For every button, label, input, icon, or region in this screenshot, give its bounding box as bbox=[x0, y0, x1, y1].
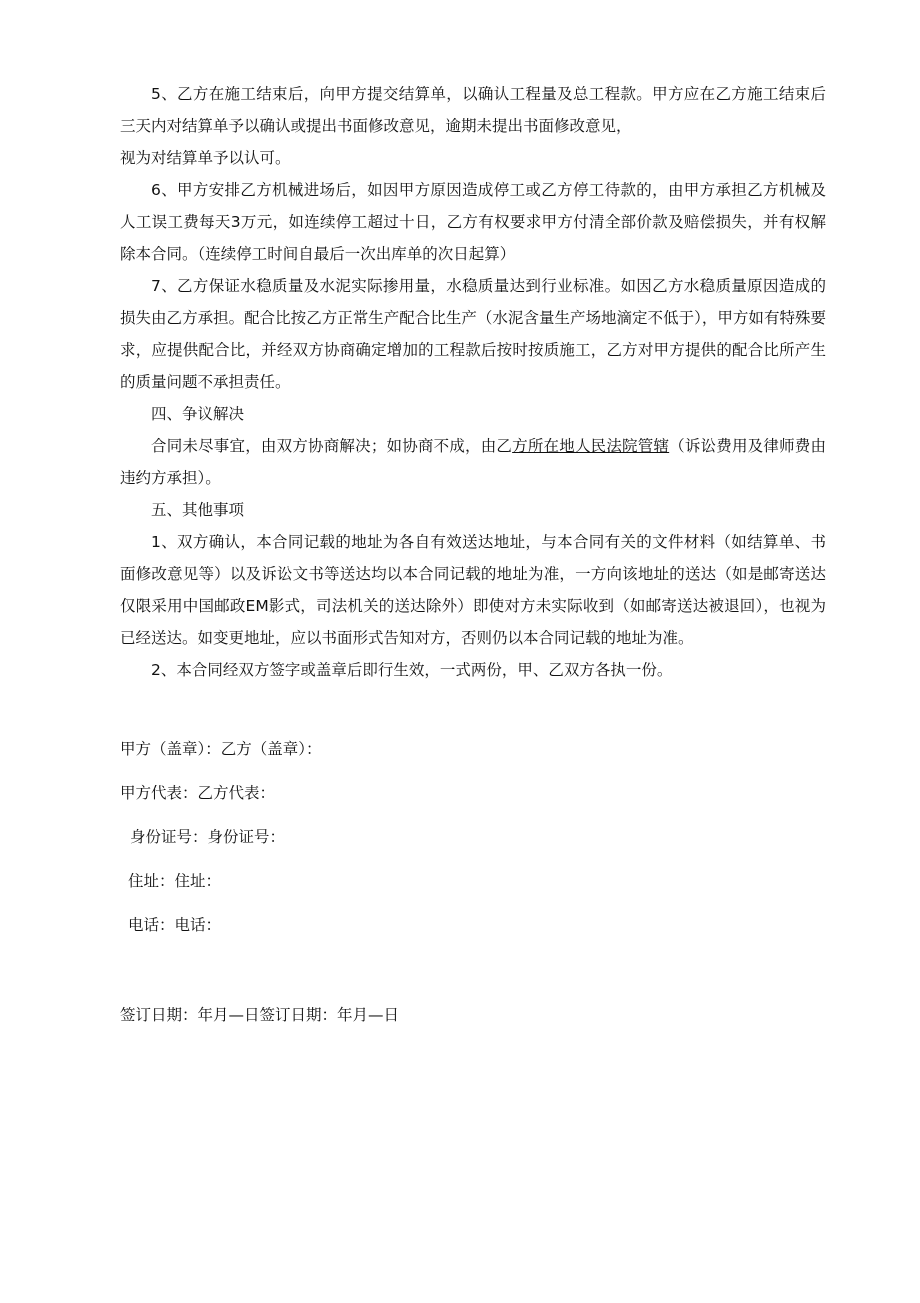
signature-address-line: 住址：住址： bbox=[128, 872, 222, 890]
clause-7 bbox=[120, 270, 826, 398]
clause-6-text: 6、甲方安排乙方机械进场后，如因甲方原因造成停工或乙方停工待款的，由甲方承担乙方机械及人工误工费每天3万元，如连续停工超过十日，乙方有权要求甲方付清全部价款及赔偿损失，并有权解除本合同。（连续停工时间自最后一次出库单的次日起算） bbox=[120, 181, 826, 263]
section-4-text-before: 合同未尽事宜，由双方协商解决；如协商不成，由乙 bbox=[151, 437, 513, 455]
section-4-heading: 四、争议解决 bbox=[151, 405, 245, 423]
clause-5-continuation-text: 视为对结算单予以认可。 bbox=[120, 149, 291, 167]
clause-5-text: 5、乙方在施工结束后，向甲方提交结算单，以确认工程量及总工程款。甲方应在乙方施工结束后三天内对结算单予以确认或提出书面修改意见，逾期未提出书面修改意见， bbox=[120, 85, 826, 135]
signature-phone-line: 电话：电话： bbox=[128, 916, 222, 934]
clause-5-continuation bbox=[120, 142, 826, 174]
section-5-item-2 bbox=[120, 654, 826, 686]
clause-6 bbox=[120, 174, 826, 270]
section-5-item-1-text: 1、双方确认，本合同记载的地址为各自有效送达地址，与本合同有关的文件材料（如结算单、书面修改意见等）以及诉讼文书等送达均以本合同记载的地址为准，一方向该地址的送达（如是邮寄送达仅限采用中国邮政EM影式，司法机关的送达除外）即使对方未实际收到（如邮寄送达被退回），也视为已经送达。如变更地址，应以书面形式告知对方，否则仍以本合同记载的地址为准。 bbox=[120, 533, 826, 647]
section-4-underlined-court: 方所在地人民法院管辖 bbox=[512, 437, 670, 455]
signature-seal-line: 甲方（盖章）：乙方（盖章）： bbox=[120, 740, 322, 758]
signature-representative-line: 甲方代表：乙方代表： bbox=[120, 784, 276, 802]
signature-id-line: 身份证号：身份证号： bbox=[130, 828, 286, 846]
section-4-paragraph bbox=[120, 430, 826, 494]
section-5-heading: 五、其他事项 bbox=[151, 501, 245, 519]
section-5-item-1 bbox=[120, 526, 826, 654]
signing-date-line: 签订日期：年月—日签订日期：年月—日 bbox=[120, 1006, 400, 1024]
contract-body bbox=[120, 78, 826, 686]
clause-5 bbox=[120, 78, 826, 142]
section-5-item-2-text: 2、本合同经双方签字或盖章后即行生效，一式两份，甲、乙双方各执一份。 bbox=[151, 661, 673, 679]
clause-7-text: 7、乙方保证水稳质量及水泥实际掺用量，水稳质量达到行业标准。如因乙方水稳质量原因造成的损失由乙方承担。配合比按乙方正常生产配合比生产（水泥含量生产场地滴定不低于），甲方如有特殊要求，应提供配合比，并经双方协商确定增加的工程款后按时按质施工，乙方对甲方提供的配合比所产生的质量问题不承担责任。 bbox=[120, 277, 826, 391]
section-4-text-after: （诉讼费用及律师费由违约方承担）。 bbox=[120, 437, 826, 487]
